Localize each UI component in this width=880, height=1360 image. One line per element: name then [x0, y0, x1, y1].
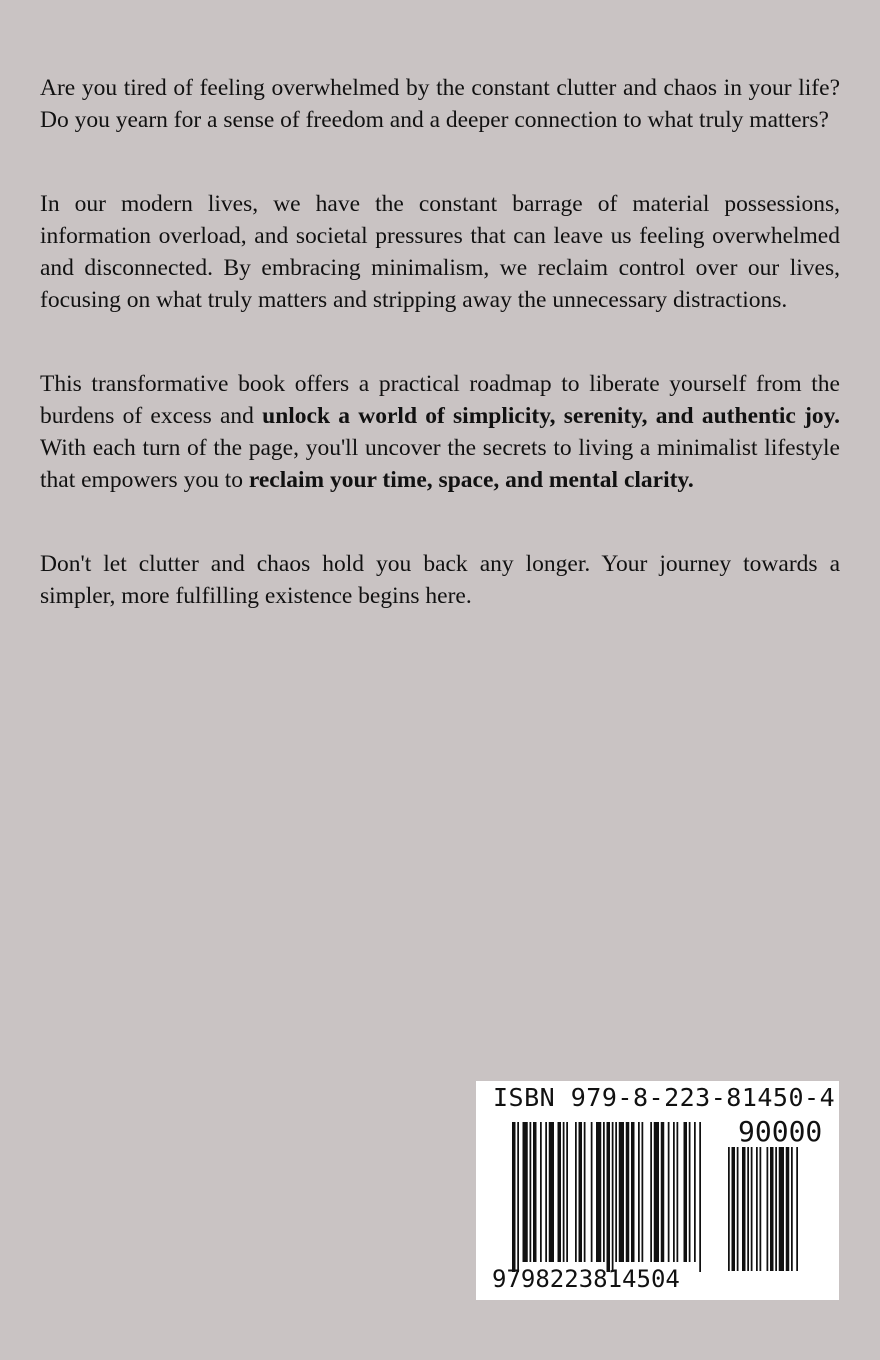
barcode-bar: [596, 1122, 601, 1262]
addon-bar: [775, 1147, 777, 1271]
addon-bar: [751, 1147, 753, 1271]
addon-bar: [737, 1147, 739, 1271]
barcode-bar: [533, 1122, 537, 1262]
barcode-bar: [661, 1122, 665, 1262]
barcode-bar: [619, 1122, 624, 1262]
barcode-bar: [566, 1122, 568, 1262]
addon-bar: [767, 1147, 769, 1271]
barcode-bar: [575, 1122, 577, 1262]
barcode-bar: [558, 1122, 562, 1262]
blurb-p3-bold-a: unlock a world of simplicity, serenity, and authentic joy.: [262, 403, 840, 429]
addon-bar: [756, 1147, 758, 1271]
blurb-p3-text-a: This transformative book offers a practical roadmap to liberate yourself from the burdens of excess and: [40, 371, 840, 429]
barcode-bar: [684, 1122, 688, 1262]
addon-bar: [779, 1147, 784, 1271]
barcode-bar: [650, 1122, 652, 1262]
blurb-paragraph-3: [40, 368, 840, 496]
barcode-bar: [549, 1122, 554, 1262]
barcode-bar: [591, 1122, 593, 1262]
barcode-bar: [673, 1122, 675, 1262]
barcode-bar: [607, 1122, 611, 1272]
barcode-bar: [689, 1122, 691, 1262]
addon-bar: [747, 1147, 749, 1271]
addon-bar: [742, 1147, 746, 1271]
addon-bar: [791, 1147, 793, 1271]
barcode-bar: [694, 1122, 696, 1262]
blurb-paragraph-4: Don't let clutter and chaos hold you back any longer. Your journey towards a simpler, more fulfilling existence begins here.: [40, 551, 840, 609]
barcode-bar: [626, 1122, 630, 1262]
addon-bar: [760, 1147, 762, 1271]
barcode-bar: [530, 1122, 532, 1262]
isbn-barcode-block: [476, 1081, 839, 1300]
barcode-bar: [631, 1122, 635, 1262]
price-addon-code: 90000: [738, 1115, 823, 1148]
barcode-bar: [545, 1122, 547, 1262]
barcode-bar: [642, 1122, 644, 1262]
barcode-bar: [512, 1122, 516, 1272]
back-cover-blurb: [40, 72, 840, 612]
barcode-bar: [638, 1122, 640, 1262]
barcode-bar: [699, 1122, 701, 1272]
barcode-bar: [579, 1122, 583, 1262]
ean-digits: 9798223814504: [492, 1265, 680, 1293]
barcode-bar: [612, 1122, 614, 1272]
barcode-bar: [517, 1122, 519, 1272]
blurb-paragraph-1: Are you tired of feeling overwhelmed by the constant clutter and chaos in your life? Do you yearn for a sense of freedom and a deeper connection to what truly matters?: [40, 75, 840, 133]
addon-bar: [732, 1147, 736, 1271]
addon-bar: [770, 1147, 774, 1271]
isbn-label: ISBN 979-8-223-81450-4: [493, 1083, 836, 1112]
barcode-bar: [540, 1122, 542, 1262]
barcode-bar: [668, 1122, 670, 1262]
blurb-p3-bold-b: reclaim your time, space, and mental clarity.: [248, 467, 694, 493]
blurb-paragraph-2: In our modern lives, we have the constant barrage of material possessions, information overload, and societal pressures that can leave us feeling overwhelmed and disconnected. By embracing minimalism, we reclaim control over our lives, focusing on what truly matters and stripping away the unnecessary distractions.: [40, 191, 840, 313]
barcode-bar: [603, 1122, 605, 1262]
barcode-bar: [677, 1122, 679, 1262]
barcode-bar: [563, 1122, 565, 1262]
addon-bar: [796, 1147, 798, 1271]
addon-bar: [728, 1147, 730, 1271]
addon-bar: [786, 1147, 790, 1271]
barcode-bar: [523, 1122, 528, 1262]
blurb-p3-text-b: With each turn of the page, you'll uncover the secrets to living a minimalist lifestyle that empowers you to: [40, 435, 840, 493]
barcode-bar: [654, 1122, 659, 1262]
barcode-bar: [584, 1122, 586, 1262]
barcode-bar: [615, 1122, 617, 1262]
